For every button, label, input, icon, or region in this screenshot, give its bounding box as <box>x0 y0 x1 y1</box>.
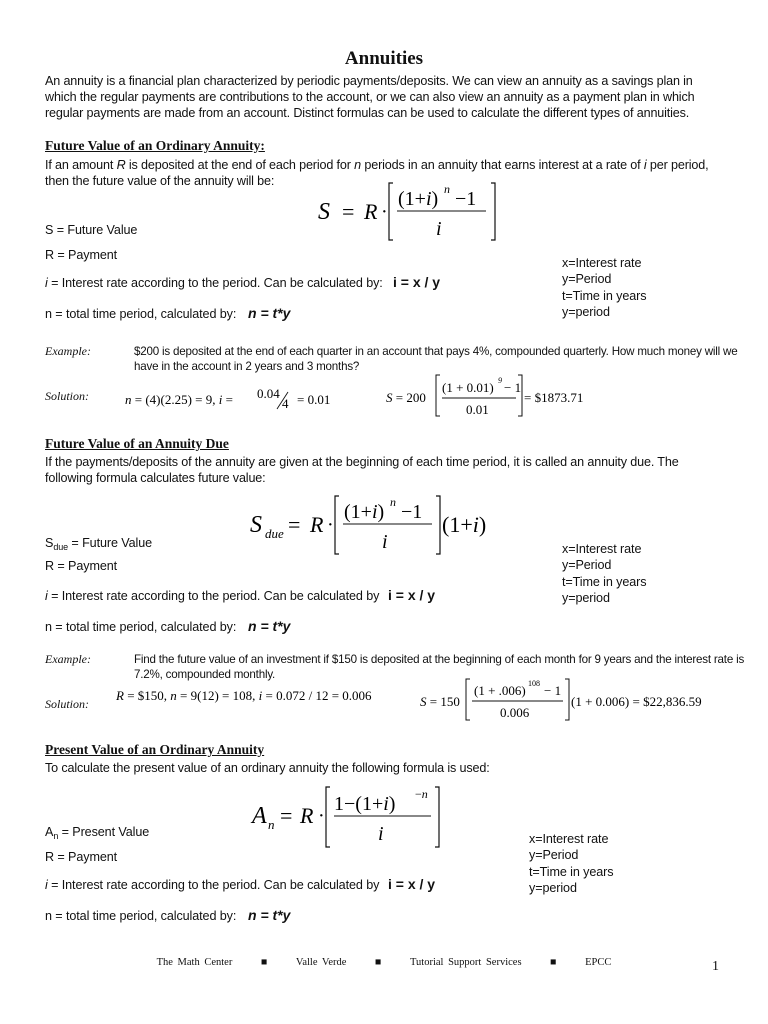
svg-text:due: due <box>265 526 284 541</box>
solution-label-2: Solution: <box>45 697 89 711</box>
section-desc-pv-ordinary: To calculate the present value of an ordinary annuity the following formula is used: <box>45 761 490 775</box>
svg-text:(1+i): (1+i) <box>398 188 439 210</box>
side-legend-1: x=Interest rate y=Period t=Time in years y=period <box>562 256 647 319</box>
side-legend-3: x=Interest rate y=Period t=Time in years y=period <box>529 832 614 895</box>
def-s: S = Future Value <box>45 223 138 237</box>
svg-text:− 1: − 1 <box>544 683 562 698</box>
svg-text:(1+i): (1+i) <box>344 501 385 523</box>
def-n: n = total time period, calculated by: <box>45 307 237 321</box>
def-i: i = Interest rate according to the period. Can be calculated by: <box>45 276 383 290</box>
def-i-3: i = Interest rate according to the period. Can be calculated by <box>45 878 380 892</box>
svg-text:R: R <box>364 199 378 224</box>
svg-text:0.006: 0.006 <box>500 705 530 720</box>
svg-text:=: = <box>288 512 301 537</box>
def-n-3: n = total time period, calculated by: <box>45 909 237 923</box>
section-desc-fv-due: If the payments/deposits of the annuity are given at the beginning of each time period, it is called an annuity due. The following formula calculates future value: <box>45 455 679 485</box>
section-heading-pv-ordinary: Present Value of an Ordinary Annuity <box>45 742 265 757</box>
def-r-2: R = Payment <box>45 559 118 573</box>
svg-text:·: · <box>327 514 334 536</box>
page-title: Annuities <box>344 48 424 69</box>
footer-item: The Math Center <box>156 957 233 968</box>
footer-item: EPCC <box>585 957 612 968</box>
svg-text:(1 + 0.006) = $22,836.59: (1 + 0.006) = $22,836.59 <box>571 694 702 709</box>
footer-item: Valle Verde <box>295 957 347 968</box>
svg-text:=: = <box>342 199 355 224</box>
svg-text:n: n <box>444 182 450 196</box>
solution-label-1: Solution: <box>45 389 89 403</box>
svg-text:4: 4 <box>282 396 289 411</box>
svg-text:−1: −1 <box>455 188 477 210</box>
example-text-1: $200 is deposited at the end of each quarter in an account that pays 4%, compounded quarterly. How much money will we have in the account in 2 years and 3 months? <box>134 345 738 373</box>
svg-text:i: i <box>382 531 388 553</box>
svg-text:−1: −1 <box>401 501 423 523</box>
svg-text:0.01: 0.01 <box>466 402 489 417</box>
formula-fv-due <box>250 492 510 564</box>
svg-text:−n: −n <box>415 787 428 801</box>
svg-text:(1 + 0.01): (1 + 0.01) <box>442 380 494 395</box>
svg-text:S = 200: S = 200 <box>386 390 426 405</box>
intro-paragraph: An annuity is a financial plan characterized by periodic payments/deposits. We can view an annuity as a savings plan in which the regular payments are contributions to the account, or we can also view an annuity as a payment plan in which regular payments are made from an account. Distinct formulas can be used to calculate the different types of annuities. <box>45 74 695 120</box>
svg-text:= 0.01: = 0.01 <box>297 392 331 407</box>
section-desc-fv-ordinary: If an amount R is deposited at the end of each period for n periods in an annuity that earns interest at a rate of i per period, then the future value of the annuity will be: <box>45 158 709 188</box>
svg-text:R: R <box>310 512 324 537</box>
svg-text:= $1873.71: = $1873.71 <box>524 390 584 405</box>
n-formula-3: n = t*y <box>248 907 291 923</box>
def-r: R = Payment <box>45 248 118 262</box>
i-formula-2: i = x / y <box>388 587 436 603</box>
def-n-2: n = total time period, calculated by: <box>45 620 237 634</box>
svg-text:i: i <box>436 218 442 240</box>
footer <box>0 957 768 968</box>
svg-text:R = $150, n = 9(12) = 108, i =: R = $150, n = 9(12) = 108, i = 0.072 / 12 = 0.006 <box>116 688 372 703</box>
svg-text:A: A <box>252 803 267 829</box>
section-heading-fv-due: Future Value of an Annuity Due <box>45 436 229 451</box>
example-label-1: Example: <box>45 344 91 358</box>
solution-right-1 <box>386 372 596 420</box>
footer-separator: ■ <box>260 957 268 968</box>
svg-text:− 1: − 1 <box>504 380 522 395</box>
svg-text:108: 108 <box>528 679 540 688</box>
n-formula: n = t*y <box>248 305 291 321</box>
def-i-2: i = Interest rate according to the period. Can be calculated by <box>45 589 380 603</box>
svg-text:(1+i): (1+i) <box>442 512 487 537</box>
svg-text:n = (4)(2.25) = 9, i =: n = (4)(2.25) = 9, i = <box>125 392 233 407</box>
example-text-2: Find the future value of an investment if $150 is deposited at the beginning of each month for 9 years and the interest rate is 7.2%, compounded monthly. <box>134 653 745 681</box>
svg-text:1−(1+i): 1−(1+i) <box>334 793 396 815</box>
svg-text:0.04: 0.04 <box>257 386 280 401</box>
formula-pv-ordinary <box>252 785 452 853</box>
section-heading-fv-ordinary: Future Value of an Ordinary Annuity: <box>45 138 265 153</box>
def-r-3: R = Payment <box>45 850 118 864</box>
svg-text:S: S <box>318 199 330 225</box>
def-sdue: $S_{due}$ = Future Value <box>45 536 153 552</box>
svg-text:(1 + .006): (1 + .006) <box>474 683 526 698</box>
def-an: $A_n$ = Present Value <box>45 825 150 841</box>
svg-text:9: 9 <box>498 376 502 385</box>
formula-fv-ordinary <box>318 180 508 250</box>
svg-text:n: n <box>390 495 396 509</box>
svg-text:i: i <box>378 823 384 845</box>
svg-text:S = 150: S = 150 <box>420 694 460 709</box>
svg-text:·: · <box>381 201 388 223</box>
svg-text:=: = <box>280 803 293 828</box>
page-number: 1 <box>712 959 719 974</box>
side-legend-2: x=Interest rate y=Period t=Time in years y=period <box>562 542 647 605</box>
i-formula: i = x / y <box>393 274 441 290</box>
svg-text:R: R <box>300 803 314 828</box>
solution-right-2 <box>420 676 720 724</box>
solution-left-2 <box>116 684 406 708</box>
i-formula-3: i = x / y <box>388 876 436 892</box>
footer-item: Tutorial Support Services <box>410 957 522 968</box>
n-formula-2: n = t*y <box>248 618 291 634</box>
svg-text:n: n <box>268 817 275 832</box>
footer-separator: ■ <box>550 957 557 968</box>
footer-separator: ■ <box>375 957 382 968</box>
solution-left-1 <box>125 382 335 412</box>
svg-text:S: S <box>250 512 262 538</box>
example-label-2: Example: <box>45 652 91 666</box>
svg-text:·: · <box>318 805 325 827</box>
